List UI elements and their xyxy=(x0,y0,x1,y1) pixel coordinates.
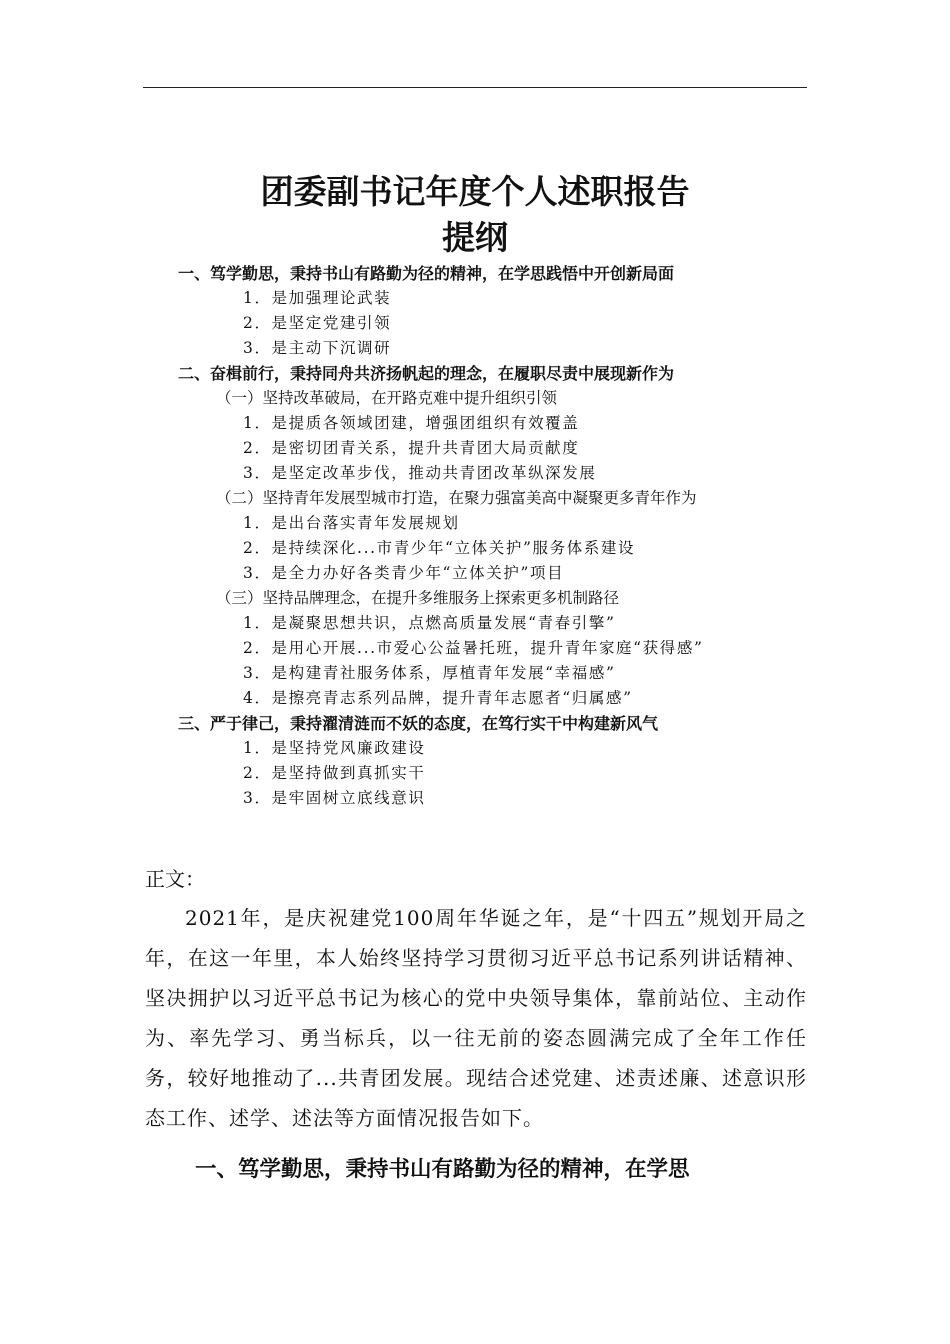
outline-item: 2．是坚定党建引领 xyxy=(243,314,392,332)
outline-item: 4．是擦亮青志系列品牌，提升青年志愿者“归属感” xyxy=(243,689,633,707)
body-paragraph: 2021年，是庆祝建党100周年华诞之年，是“十四五”规划开局之年，在这一年里，本人始终坚持学习贯彻习近平总书记系列讲话精神、坚决拥护以习近平总书记为核心的党中央领导集体，靠前站位、主动作为、率先学习、勇当标兵，以一往无前的姿态圆满完成了全年工作任务，较好地推动了...共青团发展。现结合述党建、述责述廉、述意识形态工作、述学、述法等方面情况报告如下。 xyxy=(145,906,807,1130)
outline-item: 1．是提质各领域团建，增强团组织有效覆盖 xyxy=(243,414,580,432)
outline-item: 1．是坚持党风廉政建设 xyxy=(243,739,426,757)
outline-item: 3．是全力办好各类青少年“立体关护”项目 xyxy=(243,564,565,582)
outline-item: 2．是密切团青关系，提升共青团大局贡献度 xyxy=(243,439,580,457)
document-subtitle: 提纲 xyxy=(442,218,508,257)
outline-subheading: （三）坚持品牌理念，在提升多维服务上探索更多机制路径 xyxy=(216,589,620,607)
outline-subheading: （一）坚持改革破局，在开路克难中提升组织引领 xyxy=(216,389,558,407)
outline-item: 1．是出台落实青年发展规划 xyxy=(243,514,460,532)
outline-item: 3．是主动下沉调研 xyxy=(243,339,392,357)
outline-item: 2．是持续深化...市青少年“立体关护”服务体系建设 xyxy=(243,539,636,557)
section-heading: 一、笃学勤思，秉持书山有路勤为径的精神，在学思 xyxy=(195,1157,690,1182)
body-label: 正文： xyxy=(145,867,205,891)
header-rule xyxy=(143,87,807,88)
outline-item: 3．是牢固树立底线意识 xyxy=(243,789,426,807)
outline-heading: 一、笃学勤思，秉持书山有路勤为径的精神，在学思践悟中开创新局面 xyxy=(178,264,675,283)
outline-item: 2．是用心开展...市爱心公益暑托班，提升青年家庭“获得感” xyxy=(243,639,704,657)
outline-item: 2．是坚持做到真抓实干 xyxy=(243,764,426,782)
outline-item: 1．是凝聚思想共识，点燃高质量发展“青春引擎” xyxy=(243,614,616,632)
outline-item: 1．是加强理论武装 xyxy=(243,289,392,307)
outline-subheading: （二）坚持青年发展型城市打造，在聚力强富美高中凝聚更多青年作为 xyxy=(216,489,697,507)
document-title: 团委副书记年度个人述职报告 xyxy=(260,172,690,211)
outline-heading: 二、奋楫前行，秉持同舟共济扬帆起的理念，在履职尽责中展现新作为 xyxy=(178,364,675,383)
outline-item: 3．是坚定改革步伐，推动共青团改革纵深发展 xyxy=(243,464,597,482)
outline-item: 3．是构建青社服务体系，厚植青年发展“幸福感” xyxy=(243,664,616,682)
outline-heading: 三、严于律己，秉持濯清涟而不妖的态度，在笃行实干中构建新风气 xyxy=(178,714,659,733)
